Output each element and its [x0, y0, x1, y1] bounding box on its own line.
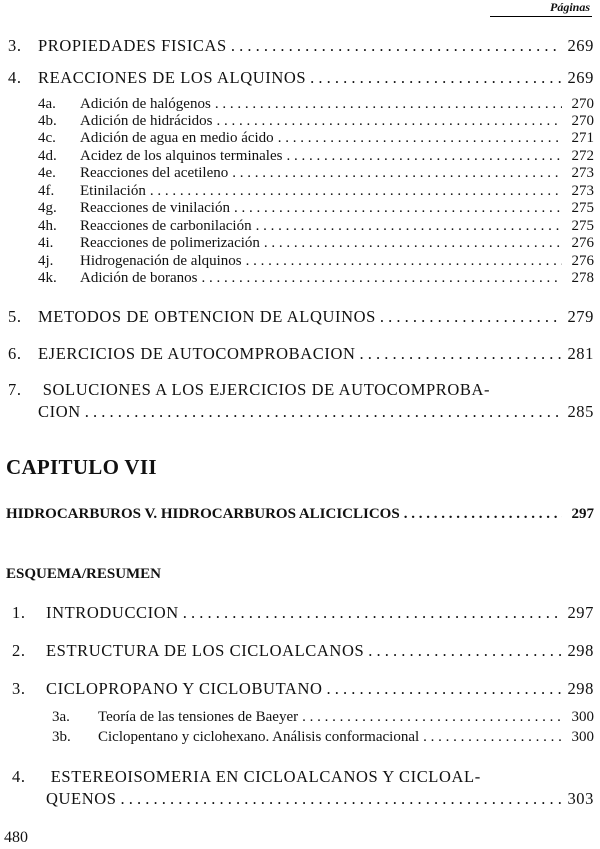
toc-entry-page: 297: [567, 603, 594, 622]
toc-entry-title: Etinilación: [80, 183, 146, 199]
toc-entry-page: 269: [567, 36, 594, 55]
toc-entry: [8, 36, 594, 56]
toc-entry-line2: [46, 789, 594, 809]
leader-dots: [232, 165, 562, 182]
leader-dots: [231, 36, 562, 56]
toc-entry-page: 276: [571, 235, 594, 251]
toc-entry-number: 4h.: [38, 218, 57, 234]
leader-dots: [150, 183, 562, 200]
toc-subentry: [38, 270, 594, 287]
toc-entry-number: 3.: [8, 36, 22, 55]
toc-entry-number: 4.: [8, 68, 22, 87]
toc-entry-title: REACCIONES DE LOS ALQUINOS: [38, 68, 307, 87]
toc-entry-number: 5.: [8, 307, 22, 326]
toc-entry: [12, 641, 594, 661]
toc-entry-title-continued: CION: [38, 402, 81, 421]
leader-dots: [201, 270, 562, 287]
toc-entry-number: 4i.: [38, 235, 54, 251]
toc-entry-number: 3.: [12, 679, 26, 698]
toc-entry-number: 3a.: [52, 709, 70, 725]
toc-entry-page: 273: [571, 183, 594, 199]
toc-entry-page: 278: [571, 270, 594, 286]
toc-entry-title: Teoría de las tensiones de Baeyer: [98, 709, 299, 725]
toc-entry-page: 285: [567, 402, 594, 421]
toc-entry-title: Reacciones de carbonilación: [80, 218, 252, 234]
column-header-paginas: Páginas: [490, 0, 592, 17]
toc-entry-number: 4d.: [38, 148, 57, 164]
toc-subentry: [38, 200, 594, 217]
toc-entry-number: 4a.: [38, 96, 56, 112]
chapter-heading: CAPITULO VII: [6, 455, 157, 479]
leader-dots: [278, 130, 562, 147]
toc-entry-line2: [38, 402, 594, 422]
leader-dots: [404, 506, 562, 523]
toc-entry-number: 6.: [8, 344, 22, 363]
leader-dots: [121, 789, 562, 809]
toc-subentry: [38, 165, 594, 182]
toc-subentry: [38, 235, 594, 252]
leader-dots: [246, 253, 562, 270]
toc-entry-title: Adición de hidrácidos: [80, 113, 213, 129]
toc-entry-title: Reacciones de polimerización: [80, 235, 260, 251]
toc-entry-number: 4f.: [38, 183, 55, 199]
toc-entry-number: 4.: [12, 767, 26, 786]
toc-entry-title: EJERCICIOS DE AUTOCOMPROBACION: [38, 344, 356, 363]
toc-entry-page: 272: [571, 148, 594, 164]
toc-entry-title: Adición de agua en medio ácido: [80, 130, 274, 146]
toc-subentry: [52, 729, 594, 746]
chapter-subtitle: HIDROCARBUROS V. HIDROCARBUROS ALICICLICOS: [6, 506, 400, 522]
leader-dots: [264, 235, 562, 252]
toc-entry-page: 303: [567, 789, 594, 808]
toc-entry-page: 275: [571, 218, 594, 234]
toc-subentry: [38, 113, 594, 130]
leader-dots: [234, 200, 562, 217]
toc-entry-page: 300: [571, 709, 594, 725]
toc-entry-number: 4c.: [38, 130, 56, 146]
toc-entry-number: 4j.: [38, 253, 54, 269]
toc-entry-number: 4k.: [38, 270, 57, 286]
leader-dots: [256, 218, 562, 235]
leader-dots: [380, 307, 562, 327]
leader-dots: [85, 402, 562, 422]
leader-dots: [216, 113, 562, 130]
toc-entry-page: 269: [567, 68, 594, 87]
toc-subentry: [52, 709, 594, 726]
toc-entry-number: 4e.: [38, 165, 56, 181]
toc-entry-line1: [12, 767, 481, 787]
leader-dots: [183, 603, 562, 623]
toc-entry: [8, 307, 594, 327]
leader-dots: [215, 96, 562, 113]
toc-entry-page: 270: [571, 96, 594, 112]
toc-entry-page: 270: [571, 113, 594, 129]
toc-subentry: [38, 130, 594, 147]
toc-entry-title: CICLOPROPANO Y CICLOBUTANO: [46, 679, 323, 698]
chapter-page: 297: [571, 506, 594, 522]
leader-dots: [302, 709, 562, 726]
toc-subentry: [38, 253, 594, 270]
leader-dots: [359, 344, 562, 364]
leader-dots: [326, 679, 562, 699]
leader-dots: [423, 729, 562, 746]
toc-entry-page: 300: [571, 729, 594, 745]
toc-entry: [12, 679, 594, 699]
toc-subentry: [38, 148, 594, 165]
leader-dots: [286, 148, 562, 165]
toc-entry: [8, 344, 594, 364]
toc-subentry: [38, 218, 594, 235]
toc-entry: [12, 603, 594, 623]
toc-entry-number: 3b.: [52, 729, 71, 745]
toc-entry-title-continued: QUENOS: [46, 789, 117, 808]
toc-entry-title: Adición de boranos: [80, 270, 198, 286]
toc-entry-title: PROPIEDADES FISICAS: [38, 36, 227, 55]
toc-entry-number: 2.: [12, 641, 26, 660]
toc-entry-title: ESTEREOISOMERIA EN CICLOALCANOS Y CICLOAL-: [50, 767, 481, 786]
toc-entry-page: 281: [567, 344, 594, 363]
toc-entry-page: 276: [571, 253, 594, 269]
toc-subentry: [38, 96, 594, 113]
toc-entry: [8, 68, 594, 88]
toc-entry-number: 4g.: [38, 200, 57, 216]
toc-entry-title: Reacciones de vinilación: [80, 200, 230, 216]
chapter-subtitle-row: [6, 506, 594, 523]
toc-entry-number: 4b.: [38, 113, 57, 129]
page-number: 480: [4, 829, 28, 846]
toc-entry-title: Ciclopentano y ciclohexano. Análisis conformacional: [98, 729, 420, 745]
toc-entry-title: Reacciones del acetileno: [80, 165, 229, 181]
toc-entry-page: 273: [571, 165, 594, 181]
section-heading: ESQUEMA/RESUMEN: [6, 566, 162, 582]
toc-entry-number: 1.: [12, 603, 26, 622]
leader-dots: [310, 68, 562, 88]
toc-entry-page: 298: [567, 641, 594, 660]
toc-entry-title: Adición de halógenos: [80, 96, 211, 112]
toc-entry-title: Hidrogenación de alquinos: [80, 253, 242, 269]
toc-entry-page: 275: [571, 200, 594, 216]
toc-entry-number: 7.: [8, 380, 22, 399]
toc-entry-page: 279: [567, 307, 594, 326]
toc-entry-title: SOLUCIONES A LOS EJERCICIOS DE AUTOCOMPROBA-: [42, 380, 491, 399]
leader-dots: [368, 641, 562, 661]
toc-subentry: [38, 183, 594, 200]
toc-entry-page: 271: [571, 130, 594, 146]
toc-entry-title: Acidez de los alquinos terminales: [80, 148, 283, 164]
toc-entry-line1: [8, 380, 490, 400]
toc-entry-title: METODOS DE OBTENCION DE ALQUINOS: [38, 307, 376, 326]
toc-entry-page: 298: [567, 679, 594, 698]
toc-entry-title: ESTRUCTURA DE LOS CICLOALCANOS: [46, 641, 365, 660]
toc-entry-title: INTRODUCCION: [46, 603, 179, 622]
